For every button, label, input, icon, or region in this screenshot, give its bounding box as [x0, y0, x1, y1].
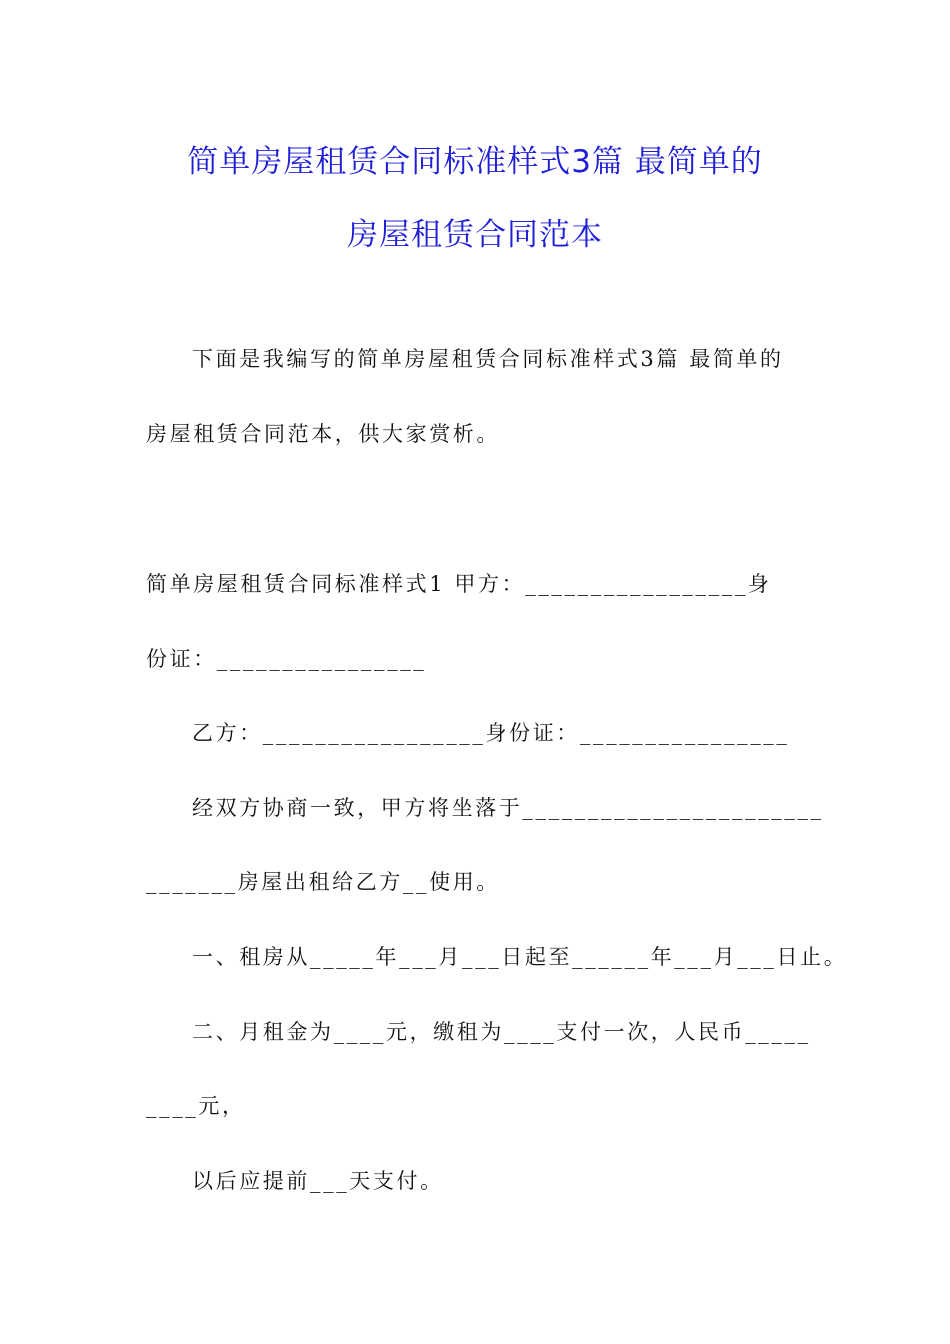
document-title-line-2: 房屋租赁合同范本	[347, 217, 603, 253]
clause-1-lease-term: 一、租房从_____年___月___日起至______年___月___日止。	[192, 945, 848, 969]
document-title-line-1: 简单房屋租赁合同标准样式3篇 最简单的	[187, 144, 763, 180]
intro-paragraph-line-2: 房屋租赁合同范本，供大家赏析。	[146, 422, 500, 446]
clause-2-rent-line-3: 以后应提前___天支付。	[192, 1169, 444, 1193]
clause-2-rent-line-2: ____元，	[146, 1094, 246, 1118]
party-a-id-line: 份证：________________	[146, 647, 427, 671]
clause-2-rent-line-1: 二、月租金为____元，缴租为____支付一次，人民币_____	[192, 1020, 811, 1044]
intro-paragraph-line-1: 下面是我编写的简单房屋租赁合同标准样式3篇 最简单的	[192, 347, 784, 371]
agreement-line-1: 经双方协商一致，甲方将坐落于_______________________	[192, 796, 824, 820]
party-b-line: 乙方：_________________身份证：________________	[192, 721, 790, 745]
agreement-line-2: _______房屋出租给乙方__使用。	[146, 870, 500, 894]
section-1-heading-party-a: 简单房屋租赁合同标准样式1 甲方：_________________身	[146, 572, 772, 596]
